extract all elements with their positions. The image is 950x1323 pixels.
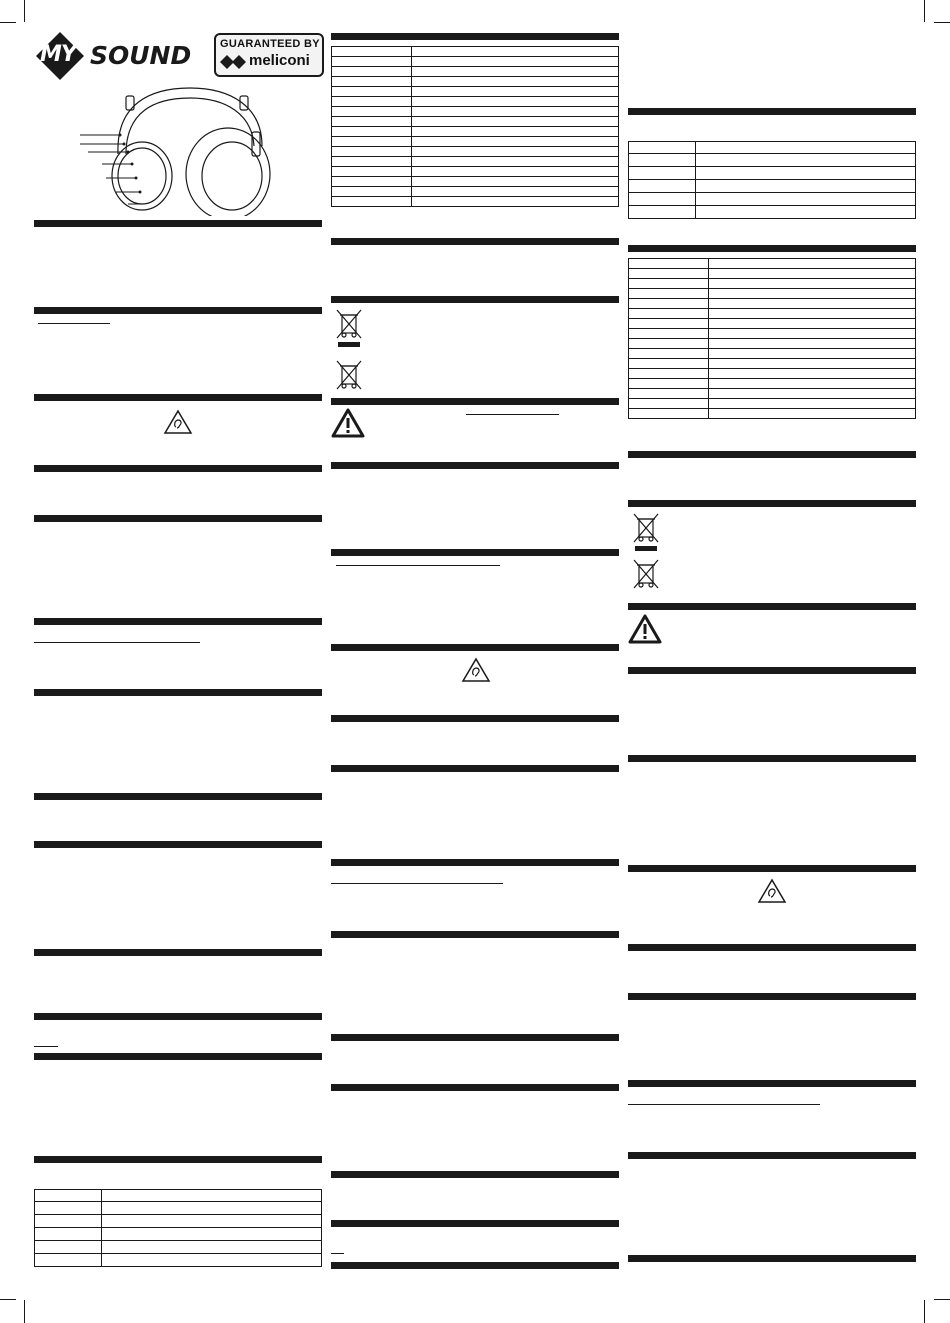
caution-triangle-icon [331, 408, 365, 438]
weee-bin-icon [334, 358, 364, 390]
section-bar [331, 238, 619, 245]
meliconi-mark-icon [220, 55, 248, 69]
function-table [628, 258, 916, 419]
section-bar [331, 33, 619, 40]
brand-logo-sound: SOUND [90, 41, 192, 70]
section-bar [331, 1262, 619, 1269]
crop-mark-br-v [924, 1300, 925, 1323]
section-bar [34, 1013, 322, 1020]
section-bar [331, 715, 619, 722]
underline-rule [466, 414, 559, 415]
caution-triangle-icon [628, 614, 662, 644]
section-bar [628, 108, 916, 115]
section-bar [628, 451, 916, 458]
section-bar [331, 549, 619, 556]
hearing-warning-icon [163, 409, 193, 435]
section-bar [628, 603, 916, 610]
crop-mark-tr-h [934, 22, 950, 23]
weee-bin-icon [631, 511, 661, 553]
guarantee-line: GUARANTEED BY [220, 38, 320, 50]
section-bar [628, 500, 916, 507]
crop-mark-tl-v [24, 0, 25, 22]
underline-rule [628, 1104, 820, 1105]
hearing-warning-icon [461, 657, 491, 683]
headphones-illustration [80, 84, 280, 216]
crop-mark-bl-v [24, 1300, 25, 1323]
section-bar [34, 515, 322, 522]
function-table [331, 46, 619, 207]
section-bar [34, 793, 322, 800]
hearing-warning-icon [757, 878, 787, 904]
section-bar [331, 644, 619, 651]
section-bar [34, 465, 322, 472]
underline-rule [34, 642, 200, 643]
section-bar [34, 307, 322, 314]
section-bar [331, 859, 619, 866]
guarantor-name: meliconi [249, 52, 310, 69]
section-bar [628, 755, 916, 762]
weee-bin-icon [334, 307, 364, 349]
section-bar [628, 245, 916, 252]
crop-mark-br-h [934, 1299, 950, 1300]
section-bar [628, 865, 916, 872]
section-bar [331, 398, 619, 405]
section-bar [34, 841, 322, 848]
section-bar [331, 1034, 619, 1041]
section-bar [628, 993, 916, 1000]
section-bar [331, 1220, 619, 1227]
underline-rule [34, 1046, 58, 1047]
section-bar [34, 220, 322, 227]
section-bar [331, 931, 619, 938]
section-bar [628, 1255, 916, 1262]
section-bar [34, 618, 322, 625]
spec-table [628, 141, 916, 219]
section-bar [331, 462, 619, 469]
section-bar [34, 1156, 322, 1163]
section-bar [628, 667, 916, 674]
section-bar [34, 689, 322, 696]
underline-rule [336, 565, 500, 566]
underline-rule [38, 323, 110, 324]
section-bar [628, 944, 916, 951]
guarantee-badge [214, 33, 324, 77]
section-bar [331, 765, 619, 772]
underline-rule [331, 883, 503, 884]
underline-rule [331, 1253, 344, 1254]
section-bar [331, 1084, 619, 1091]
crop-mark-bl-h [0, 1299, 16, 1300]
section-bar [34, 1053, 322, 1060]
section-bar [628, 1152, 916, 1159]
section-bar [34, 949, 322, 956]
section-bar [331, 1171, 619, 1178]
crop-mark-tl-h [0, 22, 16, 23]
crop-mark-tr-v [924, 0, 925, 22]
section-bar [331, 296, 619, 303]
weee-bin-icon [631, 557, 661, 589]
spec-table [34, 1189, 322, 1267]
brand-logo-my: MY [40, 42, 76, 67]
section-bar [628, 1080, 916, 1087]
section-bar [34, 394, 322, 401]
brand-logo [34, 30, 204, 82]
